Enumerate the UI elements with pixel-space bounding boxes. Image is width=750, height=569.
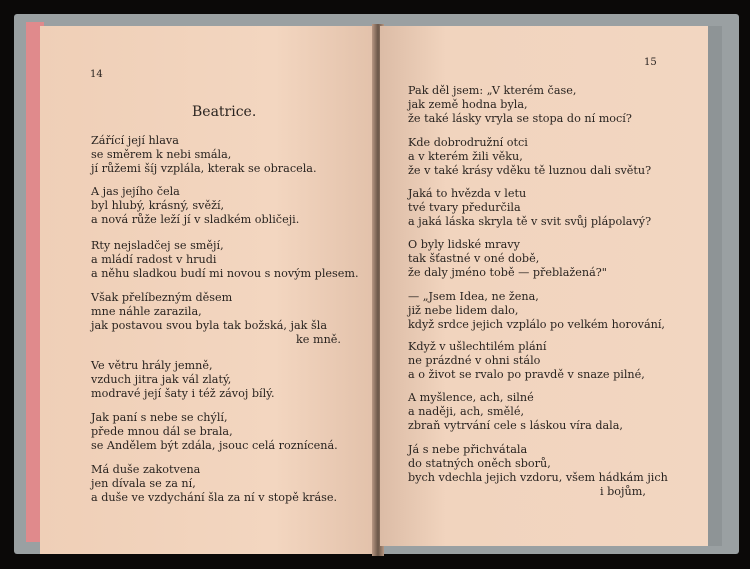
right-page [380, 26, 710, 546]
poem-line: Když v ušlechtilém plání [408, 340, 547, 353]
poem-line: Já s nebe přichvátala [408, 443, 528, 456]
poem-line: tak šťastné v oné době, [408, 252, 540, 265]
poem-line: když srdce jejich vzplálo po velkém horování, [408, 318, 665, 331]
poem-line: a v kterém žili věku, [408, 150, 523, 163]
poem-line: Kde dobrodružní otci [408, 136, 528, 149]
poem-line: byl hlubý, krásný, svěží, [91, 199, 225, 212]
poem-line: a nová růže leží jí v sladkém obličeji. [91, 213, 300, 226]
poem-line: Jak paní s nebe se chýlí, [91, 411, 228, 424]
poem-line: jak postavou svou byla tak božská, jak šla [91, 319, 327, 332]
page-number-left: 14 [90, 69, 103, 80]
poem-line: O byly lidské mravy [408, 238, 520, 251]
poem-line: Zářící její hlava [91, 134, 179, 147]
poem-line: přede mnou dál se brala, [91, 425, 233, 438]
poem-line: tvé tvary předurčila [408, 201, 521, 214]
poem-line: že v také krásy vděku tě luznou dali světu? [408, 164, 652, 177]
poem-line: Pak děl jsem: „V kterém čase, [408, 84, 577, 97]
poem-line: a jaká láska skryla tě v svit svůj plápolavý? [408, 215, 652, 228]
poem-line: a o život se rvalo po pravdě v snaze pilné, [408, 368, 645, 381]
poem-line: Však přelíbezným děsem [91, 291, 233, 304]
poem-line: A jas jejího čela [91, 185, 180, 198]
poem-line: se směrem k nebi smála, [91, 148, 232, 161]
poem-line: že daly jméno tobě — přeblažená?" [408, 266, 607, 279]
poem-line: — „Jsem Idea, ne žena, [408, 290, 539, 303]
poem-line: jí růžemi šíj vzplála, kterak se obracela. [91, 162, 317, 175]
page-number-right: 15 [644, 57, 657, 68]
poem-line: že také lásky vryla se stopa do ní mocí? [408, 112, 632, 125]
poem-title: Beatrice. [192, 104, 257, 120]
poem-line: jak země hodna byla, [408, 98, 528, 111]
poem-line: bych vdechla jejich vzdoru, všem hádkám jich [408, 471, 668, 484]
poem-line: Rty nejsladčej se smějí, [91, 239, 224, 252]
poem-line: se Andělem být zdála, jsouc celá roznícená. [91, 439, 338, 452]
poem-line: mne náhle zarazila, [91, 305, 202, 318]
left-page [40, 26, 376, 554]
poem-line: jen dívala se za ní, [91, 477, 196, 490]
page-edges-right [708, 26, 722, 546]
poem-line: A myšlence, ach, silné [408, 391, 534, 404]
poem-line: a něhu sladkou budí mi novou s novým plesem. [91, 267, 359, 280]
poem-line: Jaká to hvězda v letu [408, 187, 527, 200]
poem-line: Má duše zakotvena [91, 463, 201, 476]
poem-line: Ve větru hrály jemně, [91, 359, 213, 372]
poem-line: ne prázdné v ohni stálo [408, 354, 541, 367]
poem-line: a naději, ach, smělé, [408, 405, 525, 418]
poem-line: vzduch jitra jak vál zlatý, [91, 373, 232, 386]
poem-line: modravé její šaty i též závoj bílý. [91, 387, 275, 400]
poem-line: i bojům, [600, 485, 646, 498]
poem-line: do statných oněch sborů, [408, 457, 551, 470]
poem-line: zbraň vytrvání cele s láskou víra dala, [408, 419, 623, 432]
poem-line: a mládí radost v hrudi [91, 253, 217, 266]
poem-line: a duše ve vzdychání šla za ní v stopě kráse. [91, 491, 338, 504]
poem-line: již nebe lidem dalo, [408, 304, 519, 317]
poem-line: ke mně. [296, 333, 341, 346]
